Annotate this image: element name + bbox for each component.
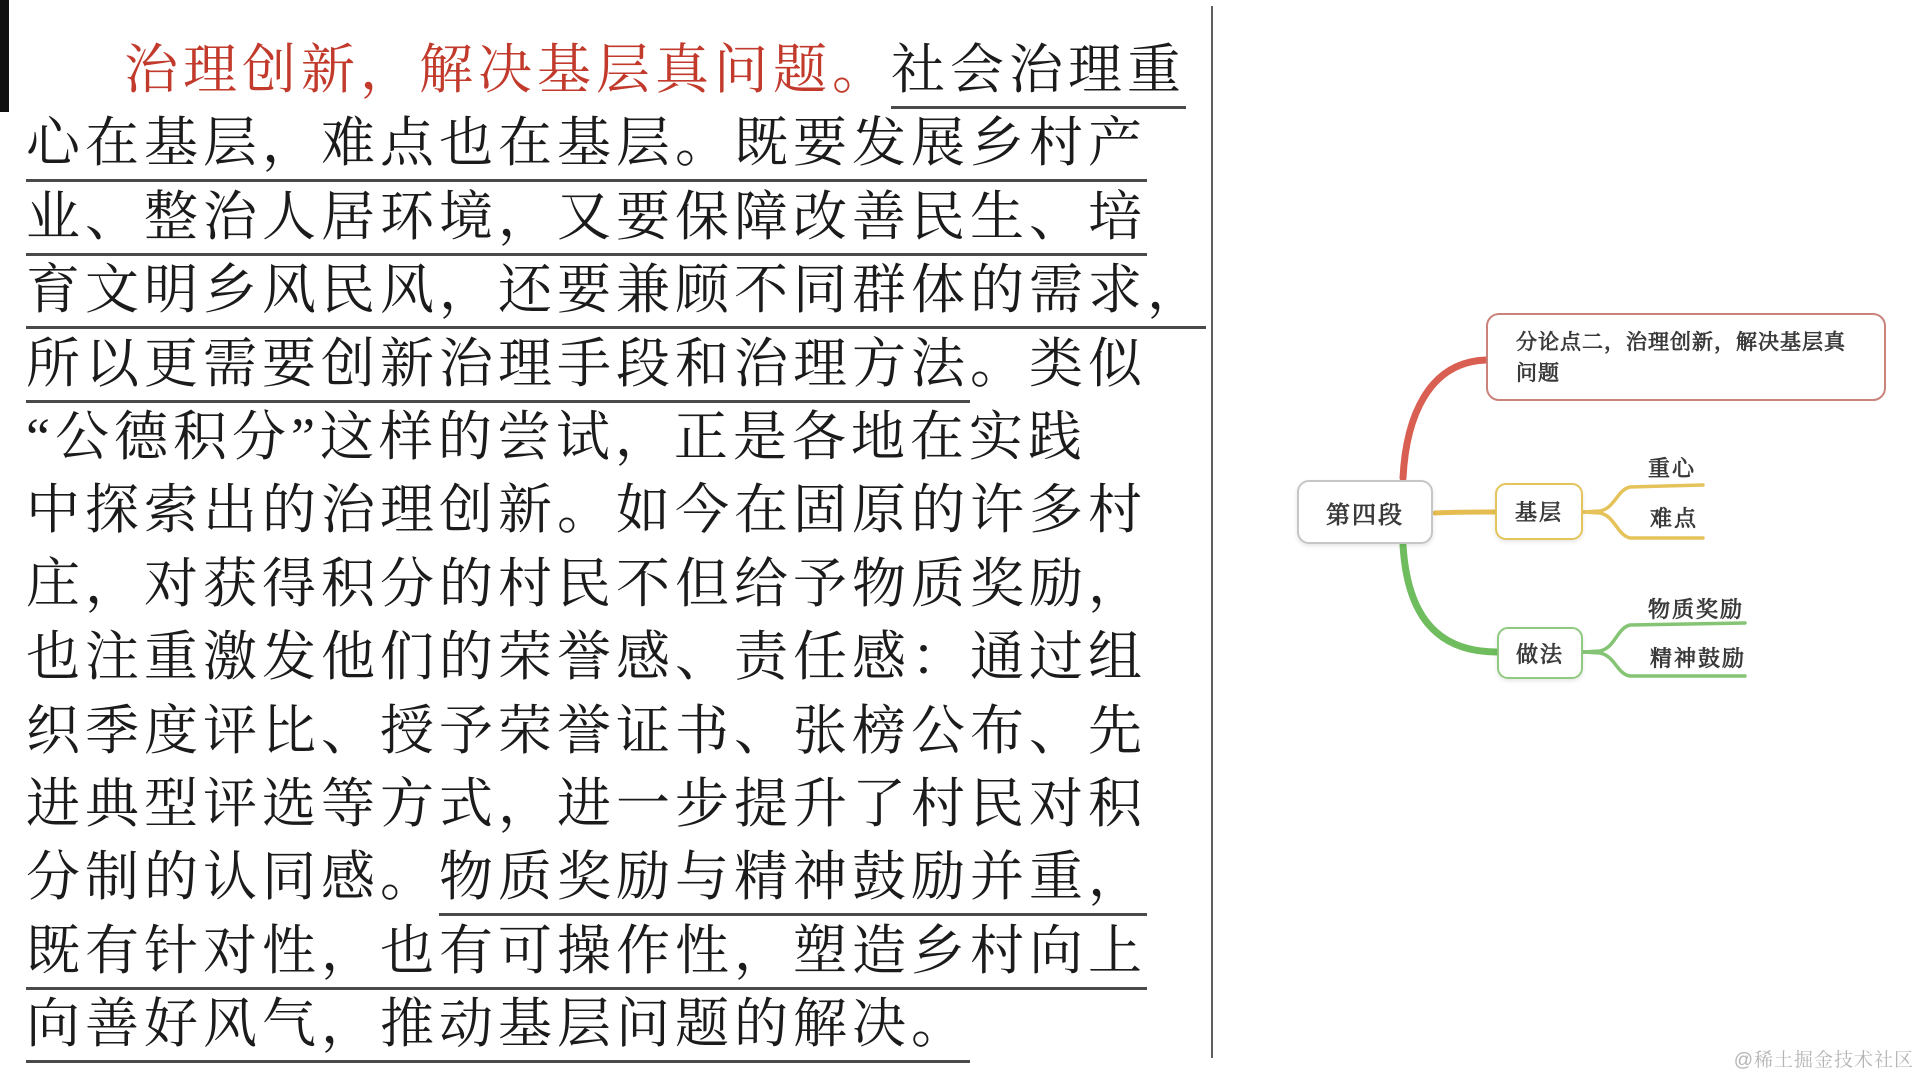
essay-line — [26, 548, 1216, 621]
leaf-label: 难点 — [1650, 506, 1699, 531]
text-run: 庄，对获得积分的村民不但给予物质奖励， — [26, 553, 1147, 614]
essay-line — [26, 915, 1216, 988]
text-run: 物质奖励与精神鼓励并重， — [439, 847, 1147, 916]
text-run: 织季度评比、授予荣誉证书、张榜公布、先 — [26, 700, 1147, 761]
node-label: 基层 — [1514, 500, 1563, 525]
branch-yellow-connector — [1435, 512, 1495, 513]
essay-line — [26, 401, 1216, 474]
essay-line — [26, 841, 1216, 914]
text-run: “公德积分”这样的尝试，正是各地在实践 — [26, 406, 1087, 467]
text-run: 分制的认同感。 — [26, 847, 439, 908]
node-label: 做法 — [1515, 641, 1564, 667]
node-label: 第四段 — [1326, 501, 1404, 529]
essay-line — [26, 474, 1216, 547]
essay-line — [26, 621, 1216, 694]
text-run: 业、整治人居环境，又要保障改善民生、培 — [26, 187, 1147, 256]
text-run: 心在基层，难点也在基层。既要发展乡村产 — [26, 113, 1147, 182]
mindmap-node-subpoint[interactable] — [1486, 313, 1886, 401]
mindmap-node-zuofa[interactable] — [1497, 627, 1583, 679]
text-run: 社会治理重 — [891, 40, 1186, 109]
essay-line — [26, 254, 1216, 327]
text-run: 中探索出的治理创新。如今在固原的许多村 — [26, 480, 1147, 541]
watermark: @稀土掘金技术社区 — [1733, 1050, 1914, 1071]
essay-paragraph — [26, 34, 1216, 1061]
mindmap-leaf-zhongxin[interactable] — [1648, 452, 1696, 483]
heading-run: 治理创新，解决基层真问题。 — [124, 40, 891, 100]
leaf-label: 物质奖励 — [1648, 597, 1745, 622]
text-run: 所以更需要创新治理手段和治理方法 — [26, 334, 970, 403]
text-run: 。类似 — [970, 333, 1147, 394]
mindmap-leaf-jingshen-guli[interactable] — [1650, 642, 1746, 673]
text-run: 也注重激发他们的荣誉感、责任感：通过组 — [26, 627, 1147, 688]
essay-line — [26, 768, 1216, 841]
mindmap-leaf-nandian[interactable] — [1650, 502, 1698, 533]
essay-line — [26, 107, 1216, 180]
essay-line — [26, 988, 1216, 1061]
essay-line — [26, 328, 1216, 401]
essay-line — [26, 181, 1216, 254]
essay-line — [26, 695, 1216, 768]
branch-red-curve — [1403, 360, 1486, 478]
text-run: 进典型评选等方式，进一步提升了村民对积 — [26, 773, 1147, 834]
text-run: 育文明乡风民风，还要兼顾不同群体的需求， — [26, 260, 1206, 329]
mindmap-node-jiceng[interactable] — [1495, 483, 1583, 540]
leaf-label: 精神鼓励 — [1650, 646, 1747, 671]
essay-line — [26, 34, 1216, 107]
branch-green-curve — [1403, 545, 1497, 652]
mindmap-node-paragraph4[interactable] — [1297, 480, 1433, 544]
text-run: 既有针对性，也有可操作性，塑造乡村向上 — [26, 921, 1147, 990]
video-edge-artifact — [0, 0, 9, 112]
leaf-label: 重心 — [1648, 456, 1697, 481]
node-label: 分论点二，治理创新，解决基层真问题 — [1516, 331, 1846, 385]
text-run: 向善好风气，推动基层问题的解决。 — [26, 994, 970, 1063]
mindmap-leaf-wuzhi-jiangli[interactable] — [1648, 593, 1744, 624]
